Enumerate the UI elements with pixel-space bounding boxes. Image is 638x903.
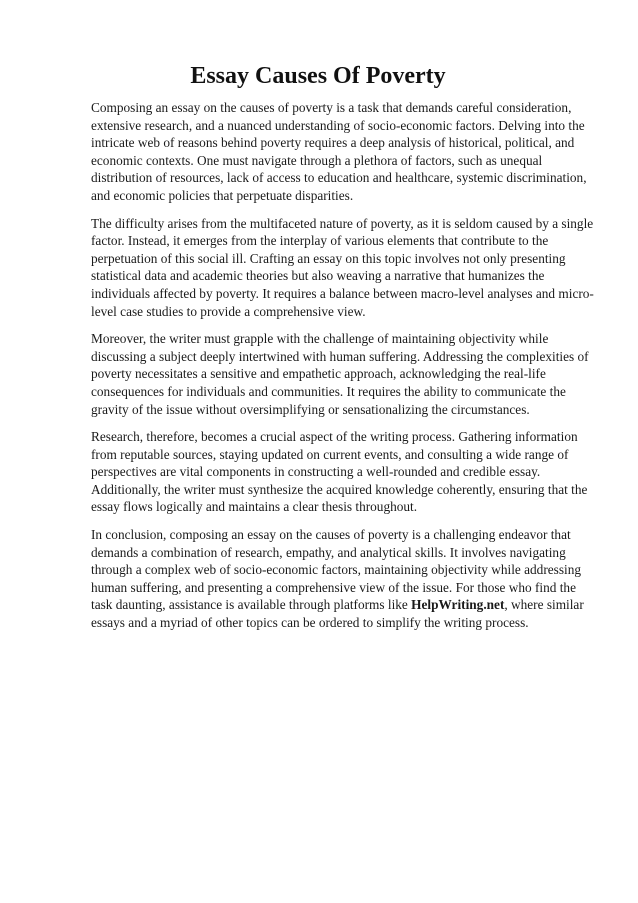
conclusion-text-before: In conclusion, composing an essay on the causes of poverty is a challenging endeavor that demands a combination of research, empathy, and analytical skills. It involves navigating through a complex web of socio-economic factors, maintaining objectivity while addressing human suffering, and presenting a comprehensive view of the issue. For those who find the task daunting, assistance is available through platforms like <box>91 527 582 613</box>
document-title: Essay Causes Of Poverty <box>190 63 446 89</box>
paragraph-1: Composing an essay on the causes of poverty is a task that demands careful consideration, extensive research, and a nuanced understanding of socio-economic factors. Delving into the intricate web of reasons behind poverty requires a deep analysis of historical, political, and economic contexts. One must navigate through a plethora of factors, such as unequal distribution of resources, lack of access to education and healthcare, systemic discrimination, and economic policies that perpetuate disparities. <box>91 100 587 203</box>
paragraph-2: The difficulty arises from the multifaceted nature of poverty, as it is seldom caused by a single factor. Instead, it emerges from the interplay of various elements that contribute to the perpetuation of this social ill. Crafting an essay on this topic involves not only presenting statistical data and academic theories but also weaving a narrative that humanizes the individuals affected by poverty. It requires a balance between macro-level analyses and micro-level case studies to provide a comprehensive view. <box>91 215 594 319</box>
conclusion-text-after: , where similar essays and a myriad of other topics can be ordered to simplify the writing process. <box>91 597 584 631</box>
brand-name: HelpWriting.net <box>411 597 505 613</box>
paragraph-conclusion <box>91 526 598 632</box>
paragraph-4: Research, therefore, becomes a crucial aspect of the writing process. Gathering information from reputable sources, staying updated on current events, and consulting a wide range of perspectives are vital components in constructing a well-rounded and credible essay. Additionally, the writer must synthesize the acquired knowledge coherently, ensuring that the essay flows logically and maintains a clear thesis throughout. <box>91 429 588 515</box>
paragraph-3: Moreover, the writer must grapple with the challenge of maintaining objectivity while discussing a subject deeply intertwined with human suffering. Addressing the complexities of poverty necessitates a sensitive and empathetic approach, acknowledging the real-life consequences for individuals and communities. It requires the ability to communicate the gravity of the issue without oversimplifying or sensationalizing the circumstances. <box>91 331 589 417</box>
